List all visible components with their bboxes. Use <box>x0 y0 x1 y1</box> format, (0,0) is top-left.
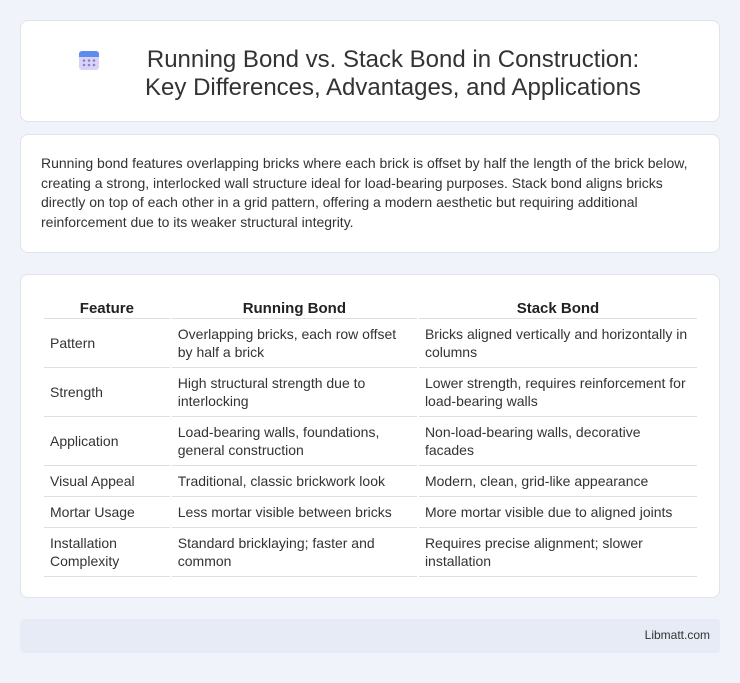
table-row <box>44 528 697 577</box>
cell-running-bond: Load-bearing walls, foundations, general construction <box>172 417 417 466</box>
title-card <box>20 20 720 122</box>
header-running-bond: Running Bond <box>172 297 417 319</box>
footer-site-link[interactable]: Libmatt.com <box>644 628 710 642</box>
cell-feature: Visual Appeal <box>44 466 170 497</box>
table-row <box>44 319 697 368</box>
cell-stack-bond: Non-load-bearing walls, decorative facades <box>419 417 697 466</box>
header-feature: Feature <box>44 297 170 319</box>
cell-feature: Mortar Usage <box>44 497 170 528</box>
table-row <box>44 497 697 528</box>
cell-feature: Pattern <box>44 319 170 368</box>
cell-feature: Strength <box>44 368 170 417</box>
cell-feature: Application <box>44 417 170 466</box>
title-row <box>21 21 719 102</box>
table-card <box>20 274 720 598</box>
cell-stack-bond: Bricks aligned vertically and horizontally in columns <box>419 319 697 368</box>
cell-feature: Installation Complexity <box>44 528 170 577</box>
intro-card <box>20 134 720 253</box>
cell-running-bond: Less mortar visible between bricks <box>172 497 417 528</box>
cell-running-bond: High structural strength due to interlocking <box>172 368 417 417</box>
cell-stack-bond: Lower strength, requires reinforcement for load-bearing walls <box>419 368 697 417</box>
cell-running-bond: Traditional, classic brickwork look <box>172 466 417 497</box>
table-row <box>44 417 697 466</box>
calendar-icon <box>77 48 101 72</box>
cell-running-bond: Overlapping bricks, each row offset by half a brick <box>172 319 417 368</box>
cell-stack-bond: Requires precise alignment; slower installation <box>419 528 697 577</box>
table-row <box>44 466 697 497</box>
footer <box>20 619 720 653</box>
table-row <box>44 368 697 417</box>
intro-paragraph: Running bond features overlapping bricks where each brick is offset by half the length of the brick below, creating a strong, interlocked wall structure ideal for load-bearing purposes. Stack bond aligns bricks directly on top of each other in a grid pattern, offering a modern aesthetic but requiring additional reinforcement due to its weaker structural integrity. <box>41 155 688 230</box>
page-title: Running Bond vs. Stack Bond in Construction: Key Differences, Advantages, and Applications <box>145 46 641 101</box>
cell-stack-bond: More mortar visible due to aligned joints <box>419 497 697 528</box>
table-header-row <box>44 297 697 319</box>
header-stack-bond: Stack Bond <box>419 297 697 319</box>
comparison-table <box>42 297 699 577</box>
cell-running-bond: Standard bricklaying; faster and common <box>172 528 417 577</box>
cell-stack-bond: Modern, clean, grid-like appearance <box>419 466 697 497</box>
